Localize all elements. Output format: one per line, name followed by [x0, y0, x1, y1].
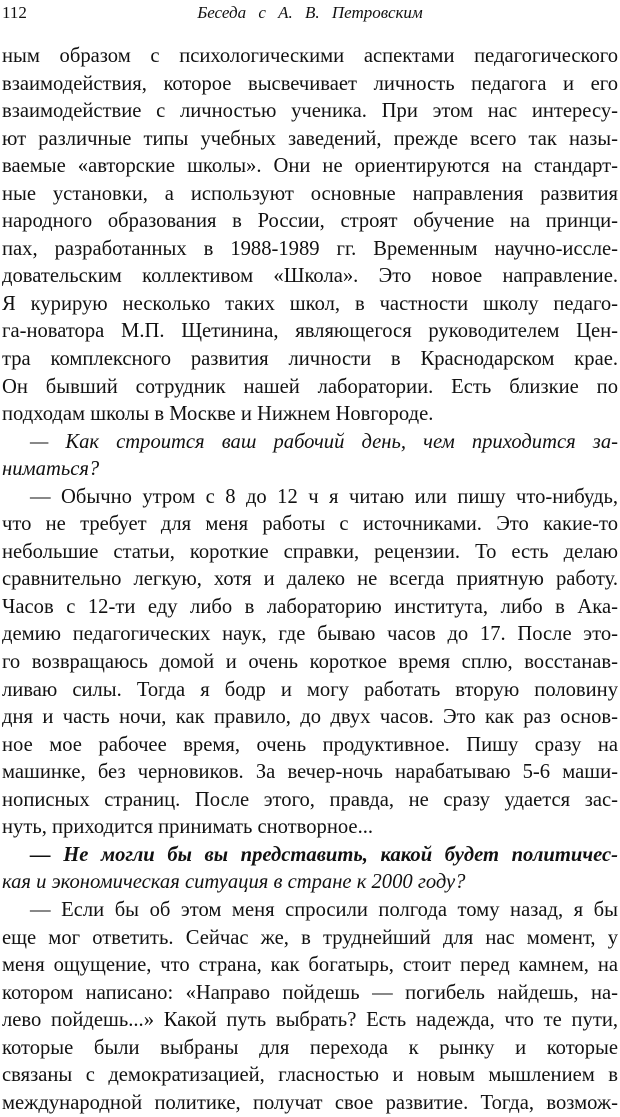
text-line: нуть, приходится принимать снотворное...: [2, 816, 374, 839]
text-line: Я курирую несколько таких школ, в частности школу педаго-: [2, 292, 618, 315]
text-line: дня и часть ночи, как правило, до двух часов. Это как раз основ-: [2, 706, 618, 729]
text-line: которые были выбраны для перехода к рынку и которые: [2, 1036, 618, 1059]
text-line: ют различные типы учебных заведений, прежде всего так назы-: [2, 127, 618, 150]
text-line: — Если бы об этом меня спросили полгода тому назад, я бы: [30, 898, 618, 921]
text-line: взаимодействие с личностью ученика. При этом нас интересу-: [2, 100, 618, 123]
text-line: демию педагогических наук, где бываю часов до 17. После это-: [2, 623, 618, 646]
text-line: ным образом с психологическими аспектами педагогического: [2, 45, 618, 67]
text-line: подходам школы в Москве и Нижнем Новгороде.: [2, 403, 434, 426]
question-line: — Как строится ваш рабочий день, чем приходится за-: [30, 430, 618, 453]
text-line: ные установки, а используют основные направления развития: [2, 182, 618, 205]
text-line: что не требует для меня работы с источниками. Это какие-то: [2, 513, 618, 536]
text-line: — Обычно утром с 8 до 12 ч я читаю или пишу что-нибудь,: [30, 485, 618, 508]
question-line: ниматься?: [2, 458, 100, 481]
text-line: машинке, без черновиков. За вечер-ночь нарабатываю 5-6 маши-: [2, 761, 618, 784]
question-line: кая и экономическая ситуация в стране к 2000 году?: [2, 871, 466, 894]
text-line: лево пойдешь...» Какой путь выбрать? Есть надежда, что те пути,: [2, 1009, 618, 1032]
body-text: [2, 43, 618, 1117]
text-line: ваемые «авторские школы». Они не ориентируются на стандарт-: [2, 155, 618, 178]
text-line: меня ощущение, что страна, как богатырь, стоит перед камнем, на: [2, 954, 618, 977]
text-line: еще мог ответить. Сейчас же, в труднейший для нас момент, у: [2, 926, 618, 949]
text-line: небольшие статьи, короткие справки, рецензии. То есть делаю: [2, 540, 618, 563]
text-line: пах, разработанных в 1988-1989 гг. Временным научно-иссле-: [2, 237, 618, 260]
text-line: народного образования в России, строят обучение на принци-: [2, 210, 618, 233]
running-title: Беседа с А. В. Петровским: [197, 3, 423, 22]
page-header: [0, 0, 620, 30]
text-line: котором написано: «Направо пойдешь — погибель найдешь, на-: [2, 981, 618, 1004]
text-line: международной политике, получат свое развитие. Тогда, возмож-: [2, 1091, 618, 1114]
text-line: го возвращаюсь домой и очень короткое время сплю, восстанав-: [2, 651, 618, 674]
question-line: — Не могли бы вы представить, какой будет политичес-: [30, 843, 618, 866]
text-line: связаны с демократизацией, гласностью и новым мышлением в: [2, 1064, 618, 1087]
text-line: га-новатора М.П. Щетинина, являющегося руководителем Цен-: [2, 320, 618, 343]
page-number: 112: [2, 3, 27, 22]
text-line: довательским коллективом «Школа». Это новое направление.: [2, 265, 618, 288]
text-line: взаимодействия, которое высвечивает личность педагога и его: [2, 72, 618, 95]
text-line: Он бывший сотрудник нашей лаборатории. Есть близкие по: [2, 375, 618, 398]
text-line: ливаю силы. Тогда я бодр и могу работать вторую половину: [2, 678, 618, 701]
text-line: тра комплексного развития личности в Краснодарском крае.: [2, 348, 618, 371]
text-line: сравнительно легкую, хотя и далеко не всегда приятную работу.: [2, 568, 618, 591]
text-line: нописных страниц. После этого, правда, не сразу удается зас-: [2, 788, 618, 811]
text-line: Часов с 12-ти еду либо в лабораторию института, либо в Ака-: [2, 595, 618, 618]
text-line: ное мое рабочее время, очень продуктивное. Пишу сразу на: [2, 733, 618, 756]
